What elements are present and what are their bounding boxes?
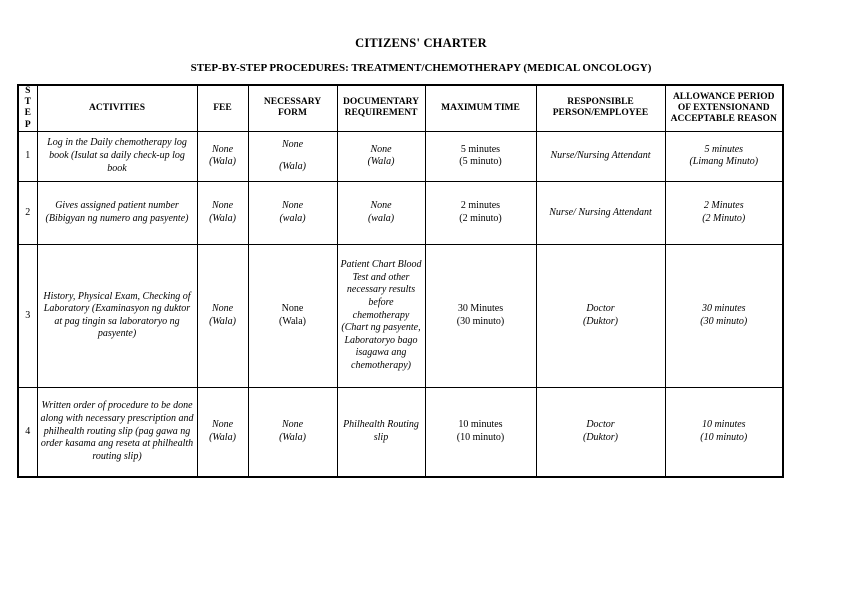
header-allowance-period: ALLOWANCE PERIOD OF EXTENSIONAND ACCEPTABLE REASON <box>665 85 783 131</box>
activity-cell: Log in the Daily chemotherapy log book (Isulat sa daily check-up log book <box>37 131 197 181</box>
documentary-cell: Patient Chart Blood Test and other necessary results before chemotherapy (Chart ng pasyente, Laboratoryo bago isagawa ang chemotherapy) <box>337 244 425 387</box>
step-number: 2 <box>18 181 37 244</box>
table-row <box>18 387 783 477</box>
allowance-cell: 2 Minutes (2 Minuto) <box>665 181 783 244</box>
allowance-cell: 30 minutes (30 minuto) <box>665 244 783 387</box>
header-step: S T E P <box>18 85 37 131</box>
header-necessary-form: NECESSARY FORM <box>248 85 337 131</box>
page-title: CITIZENS' CHARTER <box>355 36 487 50</box>
step-number: 1 <box>18 131 37 181</box>
header-fee: FEE <box>197 85 248 131</box>
activity-cell: Written order of procedure to be done along with necessary prescription and philhealth routing slip (pag gawa ng order kasama ang reseta at philhealth routing slip) <box>37 387 197 477</box>
form-cell: None (Wala) <box>248 387 337 477</box>
fee-cell: None (Wala) <box>197 131 248 181</box>
max-time-cell: 2 minutes (2 minuto) <box>425 181 536 244</box>
header-activities: ACTIVITIES <box>37 85 197 131</box>
responsible-cell: Nurse/ Nursing Attendant <box>536 181 665 244</box>
fee-cell: None (Wala) <box>197 244 248 387</box>
header-documentary-requirement: DOCUMENTARY REQUIREMENT <box>337 85 425 131</box>
table-row <box>18 181 783 244</box>
responsible-cell: Nurse/Nursing Attendant <box>536 131 665 181</box>
page-subtitle: STEP-BY-STEP PROCEDURES: TREATMENT/CHEMOTHERAPY (MEDICAL ONCOLOGY) <box>190 62 652 74</box>
fee-cell: None (Wala) <box>197 387 248 477</box>
form-cell: None (wala) <box>248 181 337 244</box>
header-responsible-person: RESPONSIBLE PERSON/EMPLOYEE <box>536 85 665 131</box>
header-row <box>18 85 783 131</box>
step-number: 3 <box>18 244 37 387</box>
fee-cell: None (Wala) <box>197 181 248 244</box>
activity-cell: History, Physical Exam, Checking of Laboratory (Examinasyon ng duktor at pag tingin sa laboratoryo ng pasyente) <box>37 244 197 387</box>
step-number: 4 <box>18 387 37 477</box>
documentary-cell: None (wala) <box>337 181 425 244</box>
responsible-cell: Doctor (Duktor) <box>536 387 665 477</box>
allowance-cell: 5 minutes (Limang Minuto) <box>665 131 783 181</box>
table-row <box>18 244 783 387</box>
max-time-cell: 30 Minutes (30 minuto) <box>425 244 536 387</box>
responsible-cell: Doctor (Duktor) <box>536 244 665 387</box>
form-cell: None (Wala) <box>248 131 337 181</box>
allowance-cell: 10 minutes (10 minuto) <box>665 387 783 477</box>
documentary-cell: Philhealth Routing slip <box>337 387 425 477</box>
header-maximum-time: MAXIMUM TIME <box>425 85 536 131</box>
form-cell: None (Wala) <box>248 244 337 387</box>
documentary-cell: None (Wala) <box>337 131 425 181</box>
procedures-table <box>17 84 784 478</box>
activity-cell: Gives assigned patient number (Bibigyan ng numero ang pasyente) <box>37 181 197 244</box>
max-time-cell: 5 minutes (5 minuto) <box>425 131 536 181</box>
max-time-cell: 10 minutes (10 minuto) <box>425 387 536 477</box>
table-row <box>18 131 783 181</box>
